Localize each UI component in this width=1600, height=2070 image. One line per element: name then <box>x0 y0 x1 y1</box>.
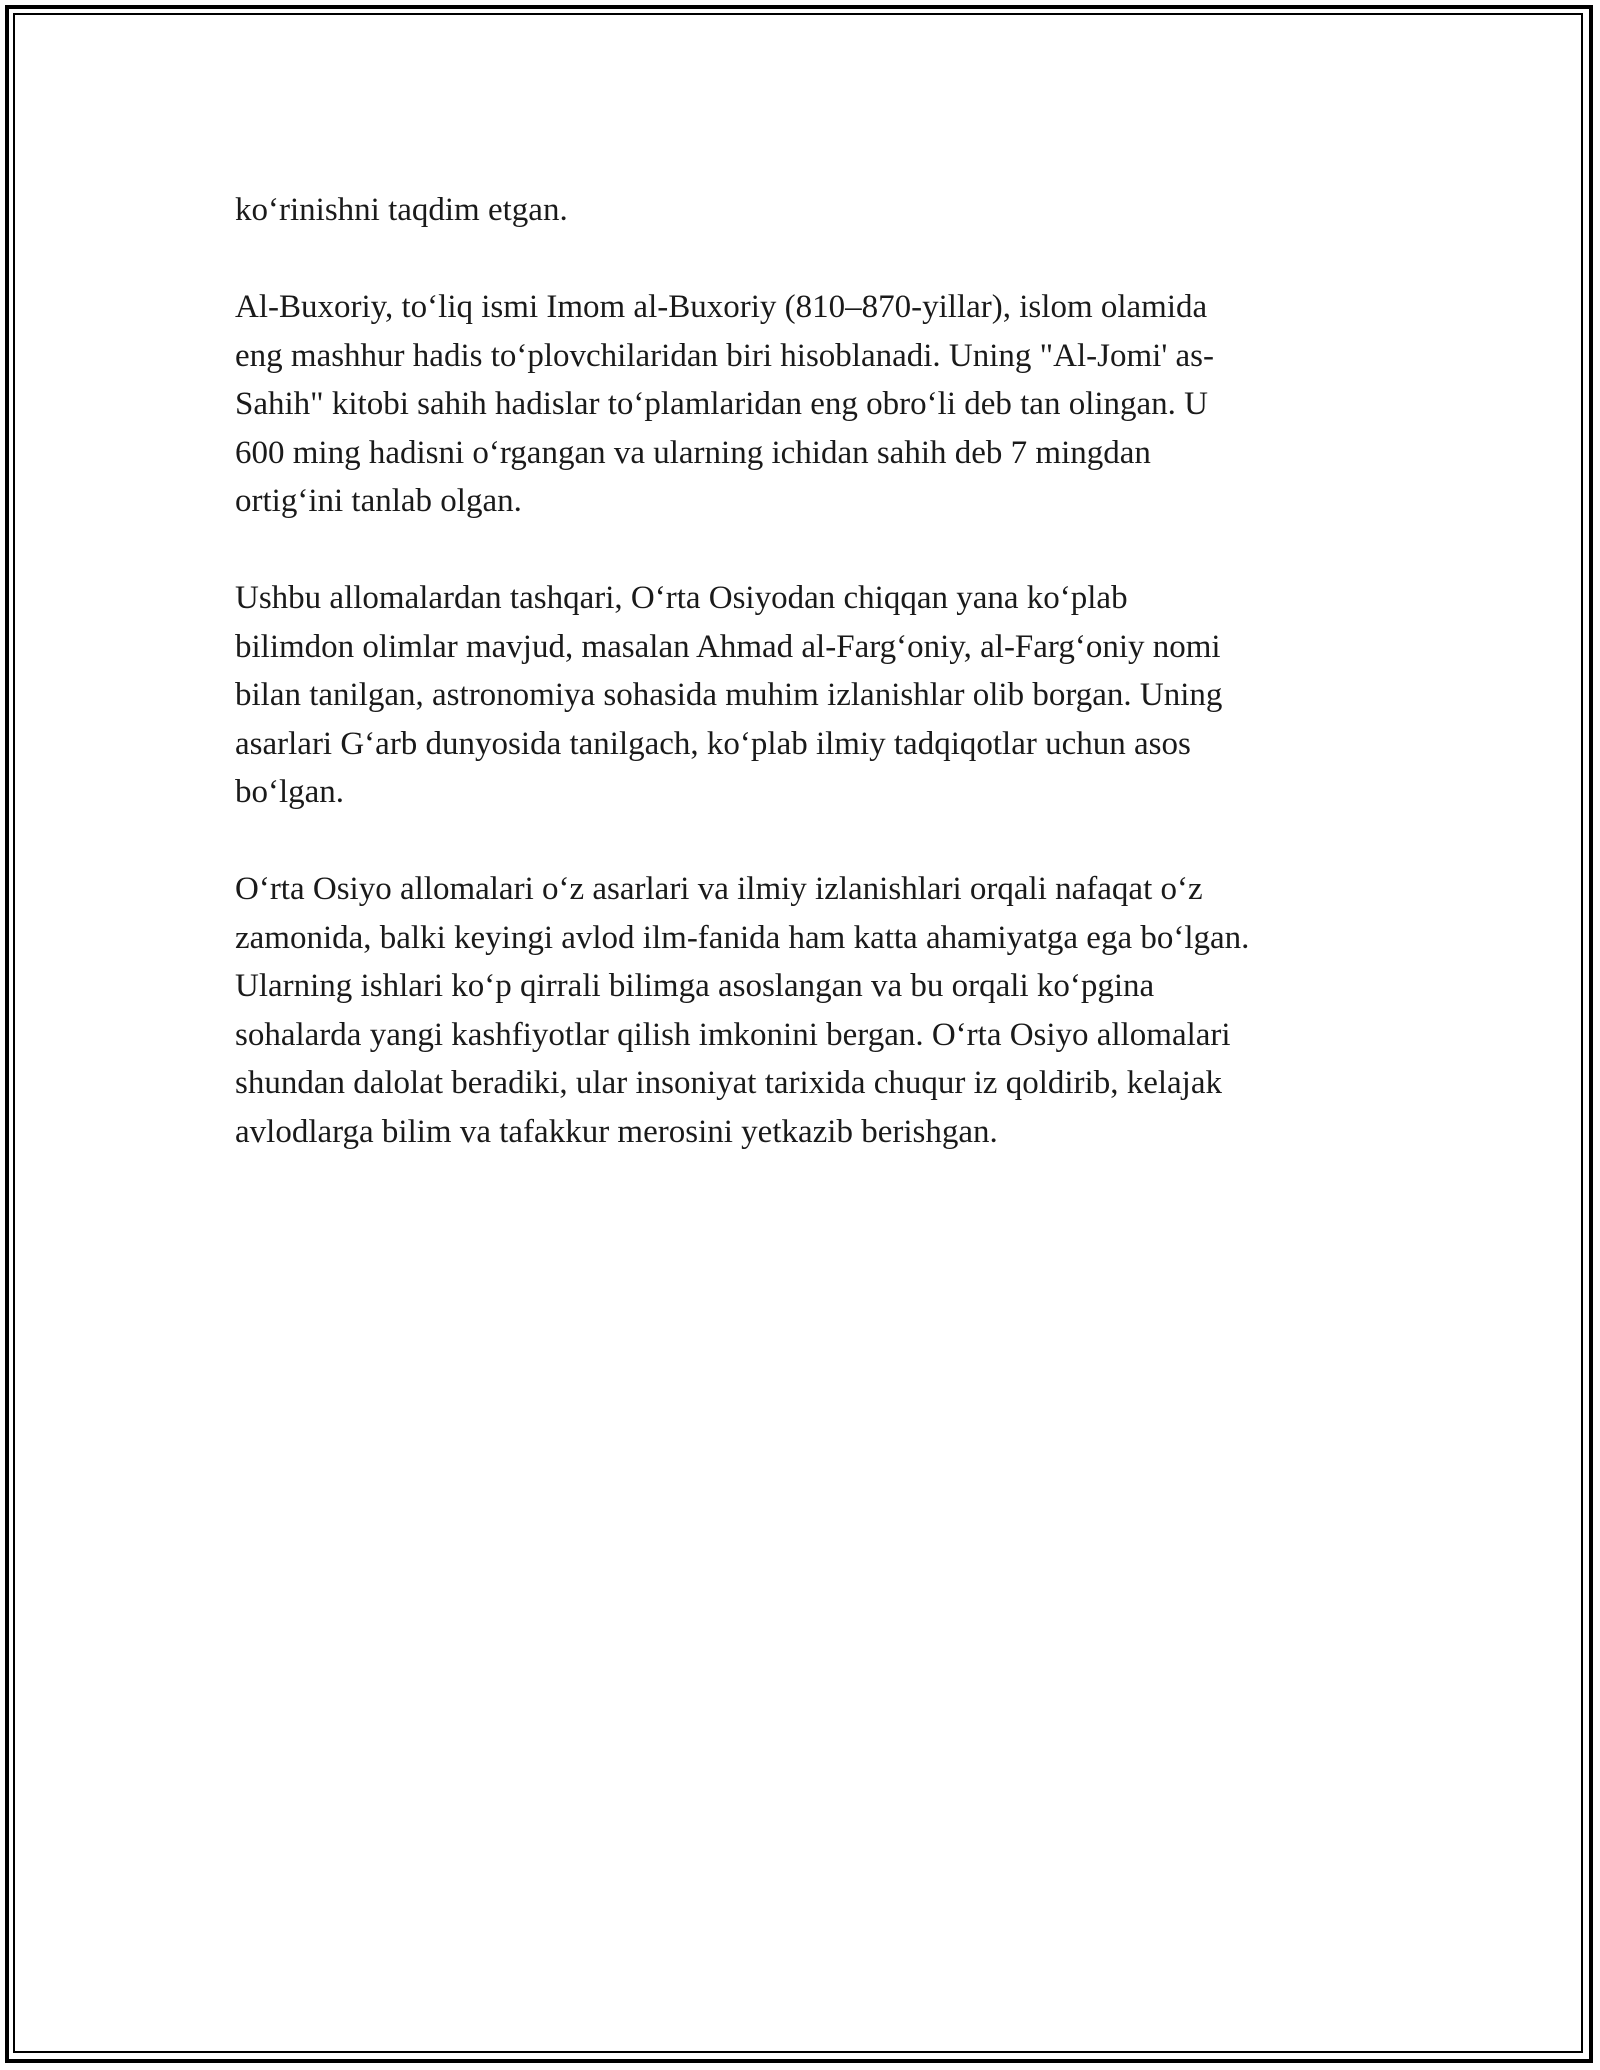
page-body <box>235 186 1375 1205</box>
paragraph-conclusion: O‘rta Osiyo allomalari o‘z asarlari va ilmiy izlanishlari orqali nafaqat o‘z zamonida, balki keyingi avlod ilm-fanida ham katta ahamiyatga ega bo‘lgan. Ularning ishlari ko‘p qirrali bilimga asoslangan va bu orqali ko‘pgina sohalarda yangi kashfiyotlar qilish imkonini bergan. O‘rta Osiyo allomalari shundan dalolat beradiki, ular insoniyat tarixida chuqur iz qoldirib, kelajak avlodlarga bilim va tafakkur merosini yetkazib berishgan. <box>235 871 1250 1150</box>
paragraph-al-buxoriy: Al-Buxoriy, to‘liq ismi Imom al-Buxoriy (810–870-yillar), islom olamida eng mashhur hadis to‘plovchilaridan biri hisoblanadi. Uning "Al-Jomi' as- Sahih" kitobi sahih hadislar to‘plamlaridan eng obro‘li deb tan olingan. U 600 ming hadisni o‘rgangan va ularning ichidan sahih deb 7 mingdan ortig‘ini tanlab olgan. <box>235 289 1214 519</box>
paragraph-al-fargoniy: Ushbu allomalardan tashqari, O‘rta Osiyodan chiqqan yana ko‘plab bilimdon olimlar mavjud, masalan Ahmad al-Farg‘oniy, al-Farg‘oniy nomi bilan tanilgan, astronomiya sohasida muhim izlanishlar olib borgan. Uning asarlari G‘arb dunyosida tanilgach, ko‘plab ilmiy tadqiqotlar uchun asos bo‘lgan. <box>235 580 1223 810</box>
paragraph-continuation: ko‘rinishni taqdim etgan. <box>235 192 568 228</box>
